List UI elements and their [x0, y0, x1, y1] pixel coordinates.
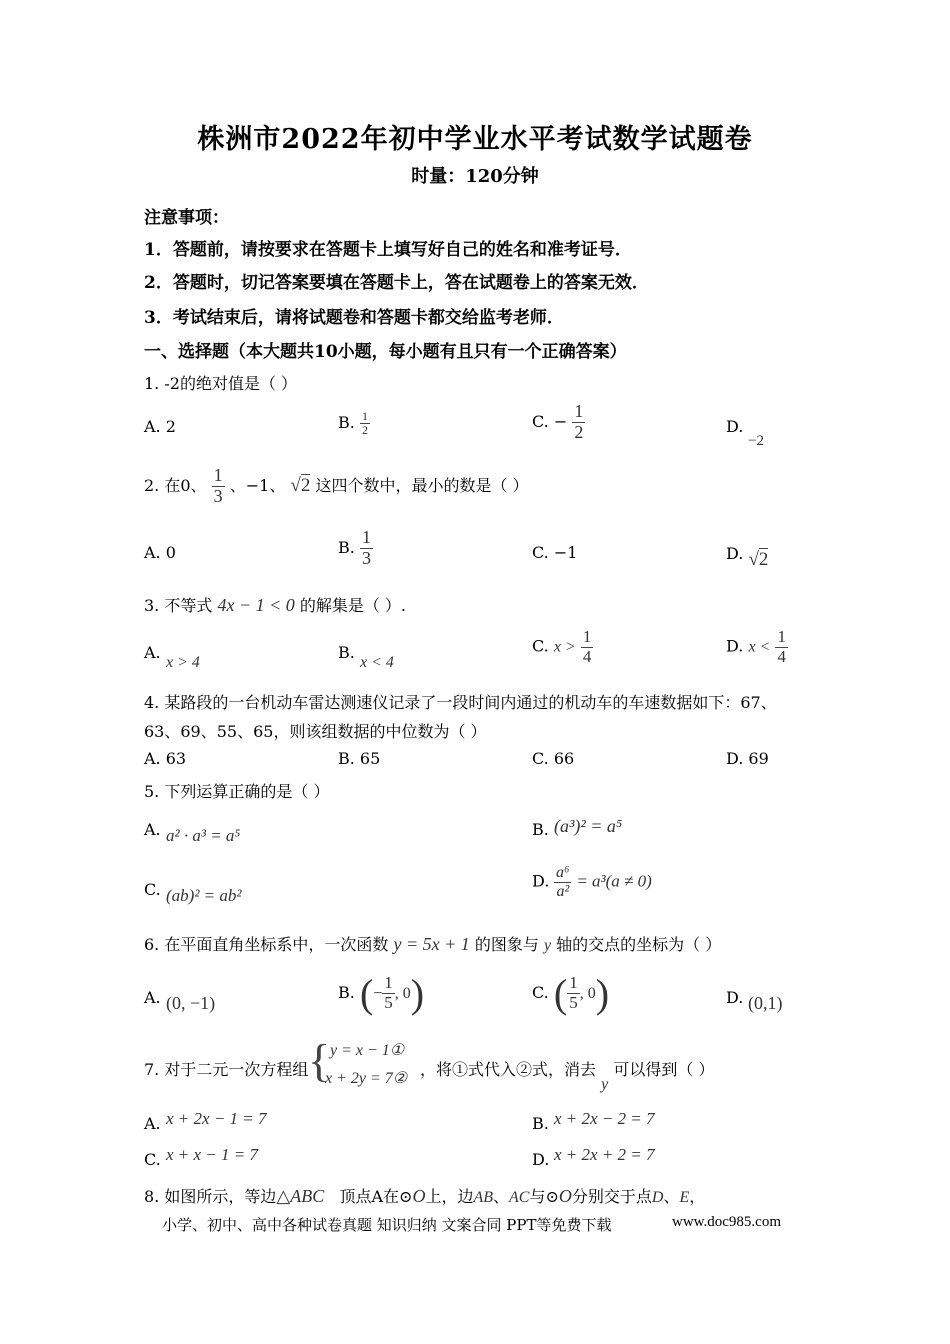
- circle-name: O: [558, 1186, 572, 1206]
- q6-option-c-label: C.: [532, 983, 549, 1002]
- q3-option-c-fraction: [581, 628, 594, 666]
- point: E: [679, 1189, 690, 1206]
- q1-option-c: [532, 402, 585, 443]
- question-4-stem-line1: 4. 某路段的一台机动车雷达测速仪记录了一段时间内通过的机动车的车速数据如下：67、: [144, 693, 777, 712]
- stem-text: 上，边: [425, 1187, 474, 1206]
- q3-option-b: B.: [338, 643, 355, 662]
- notice-heading: 注意事项：: [144, 208, 229, 228]
- segment: AC: [509, 1189, 530, 1206]
- q3-option-a-value: x > 4: [166, 654, 200, 671]
- q6-option-a: A.: [144, 988, 161, 1007]
- function-expr: y = 5x + 1: [393, 934, 470, 954]
- q5-option-d-fraction: [554, 864, 571, 900]
- q3-option-d-value: x <: [748, 638, 771, 656]
- q3-option-d-fraction: [775, 628, 788, 666]
- page-title: 株洲市2022年初中学业水平考试数学试题卷: [197, 124, 753, 155]
- q2-option-d-label: D.: [726, 544, 749, 563]
- q1-option-c-label: C. −: [532, 411, 568, 431]
- stem-text: 这四个数中，最小的数是（ ）: [315, 475, 529, 495]
- question-8-stem: [144, 1184, 705, 1207]
- q5-option-b-value: (a³)² = a⁵: [554, 816, 623, 836]
- q2-option-b: [338, 528, 373, 569]
- notice-item-3: 3．考试结束后，请将试题卷和答题卡都交给监考老师．: [144, 308, 564, 328]
- tail: , 0: [579, 985, 596, 1002]
- section-heading: 一、选择题（本大题共10小题，每小题有且只有一个正确答案）: [144, 342, 627, 362]
- q7-equation-1: y = x − 1①: [330, 1042, 405, 1059]
- frac-den: 5: [384, 993, 393, 1012]
- q2-option-b-label: B.: [338, 537, 360, 557]
- q5-option-a-value: a² · a³ = a⁵: [166, 826, 241, 845]
- q4-option-b: B. 65: [338, 749, 381, 768]
- footer-url[interactable]: www.doc985.com: [672, 1214, 782, 1230]
- brace-icon: {: [308, 1035, 331, 1086]
- q6-option-b-fraction: [382, 974, 395, 1012]
- stem-text: 与⊙: [529, 1187, 559, 1206]
- q3-option-d: [726, 628, 788, 666]
- sign: −: [373, 985, 383, 1002]
- frac-den: 5: [569, 993, 578, 1012]
- q3-option-d-label: D.: [726, 636, 744, 656]
- q7-option-c: C.: [144, 1150, 161, 1169]
- q3-option-b-value: x < 4: [360, 654, 394, 671]
- q7-option-d-value: x + 2x + 2 = 7: [554, 1145, 655, 1164]
- frac-den: 3: [361, 547, 371, 568]
- question-5-stem: 5. 下列运算正确的是（ ）: [144, 782, 330, 801]
- q4-option-c: C. 66: [532, 749, 575, 768]
- q1-option-b: [338, 410, 370, 437]
- question-2-stem: [144, 466, 529, 507]
- inequality: 4x − 1 < 0: [217, 595, 295, 615]
- sqrt-value: 2: [758, 549, 769, 570]
- q5-option-a: A.: [144, 820, 161, 839]
- q4-option-d: D. 69: [726, 749, 769, 768]
- variable: y: [543, 937, 552, 954]
- paren-right: ): [595, 971, 610, 1016]
- frac-num: 1: [582, 627, 592, 646]
- question-7-stem-b: [420, 1057, 715, 1093]
- q6-option-c-fraction: [567, 974, 580, 1012]
- tail: , 0: [394, 985, 411, 1002]
- paren-right: ): [410, 971, 425, 1016]
- stem-text: 可以得到（ ）: [613, 1060, 715, 1079]
- stem-text: 、: [663, 1187, 680, 1206]
- paren-left: (: [553, 971, 568, 1016]
- frac-den: a²: [556, 882, 570, 900]
- q1-option-a: A. 2: [144, 417, 176, 436]
- q7-option-a: A.: [144, 1114, 161, 1133]
- question-4-stem-line2: 63、69、55、65，则该组数据的中位数为（ ）: [144, 722, 487, 741]
- q6-option-b: [338, 970, 424, 1017]
- q3-option-c-label: C.: [532, 636, 549, 656]
- footer-text: 小学、初中、高中各种试卷真题 知识归纳 文案合同 PPT等免费下载: [162, 1216, 612, 1234]
- sqrt-icon: √2: [290, 474, 311, 496]
- stem-text: 的图象与: [474, 935, 539, 954]
- q7-option-a-value: x + 2x − 1 = 7: [166, 1109, 267, 1128]
- question-3-stem: [144, 593, 406, 616]
- q1-option-b-label: B.: [338, 413, 360, 433]
- q2-option-d: [726, 543, 769, 570]
- q1-option-d: D.: [726, 417, 744, 436]
- q6-option-d-value: (0,1): [748, 993, 783, 1013]
- q5-option-c: C.: [144, 880, 161, 899]
- q5-option-d: [532, 864, 652, 900]
- notice-item-1: 1．答题前，请按要求在答题卡上填写好自己的姓名和准考证号．: [144, 240, 632, 260]
- sqrt-icon: √2: [748, 549, 769, 570]
- q6-option-b-label: B.: [338, 983, 355, 1002]
- q7-equation-2: x + 2y = 7②: [325, 1070, 408, 1087]
- question-7-stem-a: 7. 对于二元一次方程组: [144, 1060, 309, 1079]
- stem-text: 3. 不等式: [144, 596, 213, 615]
- q5-option-d-tail: = a³(a ≠ 0): [576, 871, 652, 891]
- frac-den: 4: [582, 646, 592, 666]
- frac-num: 1: [574, 401, 584, 421]
- q6-option-a-value: (0, −1): [166, 993, 216, 1013]
- stem-text: 轴的交点的坐标为（ ）: [556, 935, 722, 954]
- frac-num: 1: [569, 973, 578, 993]
- q4-option-a: A. 63: [144, 749, 187, 768]
- q7-option-b: B.: [532, 1114, 549, 1133]
- stem-text: 的解集是（ ）.: [299, 596, 407, 615]
- stem-text: 顶点A在⊙: [339, 1187, 413, 1206]
- stem-text: 8. 如图所示，等边: [144, 1187, 277, 1206]
- q2-option-a: A. 0: [144, 543, 176, 562]
- stem-text: 6. 在平面直角坐标系中，一次函数: [144, 935, 389, 954]
- question-6-stem: [144, 932, 721, 955]
- exam-duration: 时量：120分钟: [411, 166, 539, 187]
- q5-option-b: B.: [532, 820, 549, 839]
- q7-option-c-value: x + x − 1 = 7: [166, 1145, 259, 1164]
- q5-option-d-label: D.: [532, 871, 550, 891]
- frac-num: 1: [213, 465, 223, 485]
- q7-option-d: D.: [532, 1150, 550, 1169]
- notice-item-2: 2．答题时，切记答案要填在答题卡上，答在试题卷上的答案无效．: [144, 273, 649, 293]
- q2-option-b-fraction: [360, 528, 373, 569]
- frac-den: 2: [574, 421, 584, 442]
- segment: AB: [473, 1189, 493, 1206]
- q2-option-c: C. −1: [532, 543, 578, 562]
- frac-num: 1: [777, 627, 786, 646]
- variable: y: [601, 1076, 609, 1093]
- q3-option-a: A.: [144, 643, 161, 662]
- stem-text: ，: [689, 1187, 706, 1206]
- q7-option-b-value: x + 2x − 2 = 7: [554, 1109, 655, 1128]
- paren-left: (: [359, 971, 374, 1016]
- stem-text: 、−1、: [229, 475, 286, 495]
- frac-den: 3: [213, 485, 223, 506]
- q1-option-c-fraction: [572, 402, 585, 443]
- frac-num: 1: [361, 409, 368, 423]
- stem-text: 分别交于点: [571, 1187, 652, 1206]
- q2-stem-fraction: [212, 466, 225, 507]
- frac-num: 1: [361, 527, 371, 547]
- frac-num: 1: [384, 973, 393, 993]
- sqrt-value: 2: [300, 474, 311, 496]
- point: D: [651, 1189, 664, 1206]
- q3-option-c: [532, 628, 593, 666]
- triangle: △ABC: [276, 1186, 325, 1206]
- q6-option-d: D.: [726, 988, 744, 1007]
- frac-den: 2: [361, 423, 368, 438]
- stem-text: 、: [493, 1187, 510, 1206]
- question-1-stem: 1. -2的绝对值是（ ）: [144, 374, 298, 393]
- frac-den: 4: [777, 646, 786, 666]
- q1-option-d-value: −2: [748, 433, 764, 449]
- stem-text: 2. 在0、: [144, 475, 207, 495]
- stem-text: ，将①式代入②式，消去: [420, 1060, 597, 1079]
- circle-name: O: [412, 1186, 426, 1206]
- q1-option-b-fraction: [360, 410, 370, 437]
- q6-option-c: [532, 970, 609, 1017]
- q5-option-c-value: (ab)² = ab²: [166, 886, 242, 905]
- q3-option-c-value: x >: [553, 638, 576, 656]
- frac-num: a⁶: [556, 864, 570, 881]
